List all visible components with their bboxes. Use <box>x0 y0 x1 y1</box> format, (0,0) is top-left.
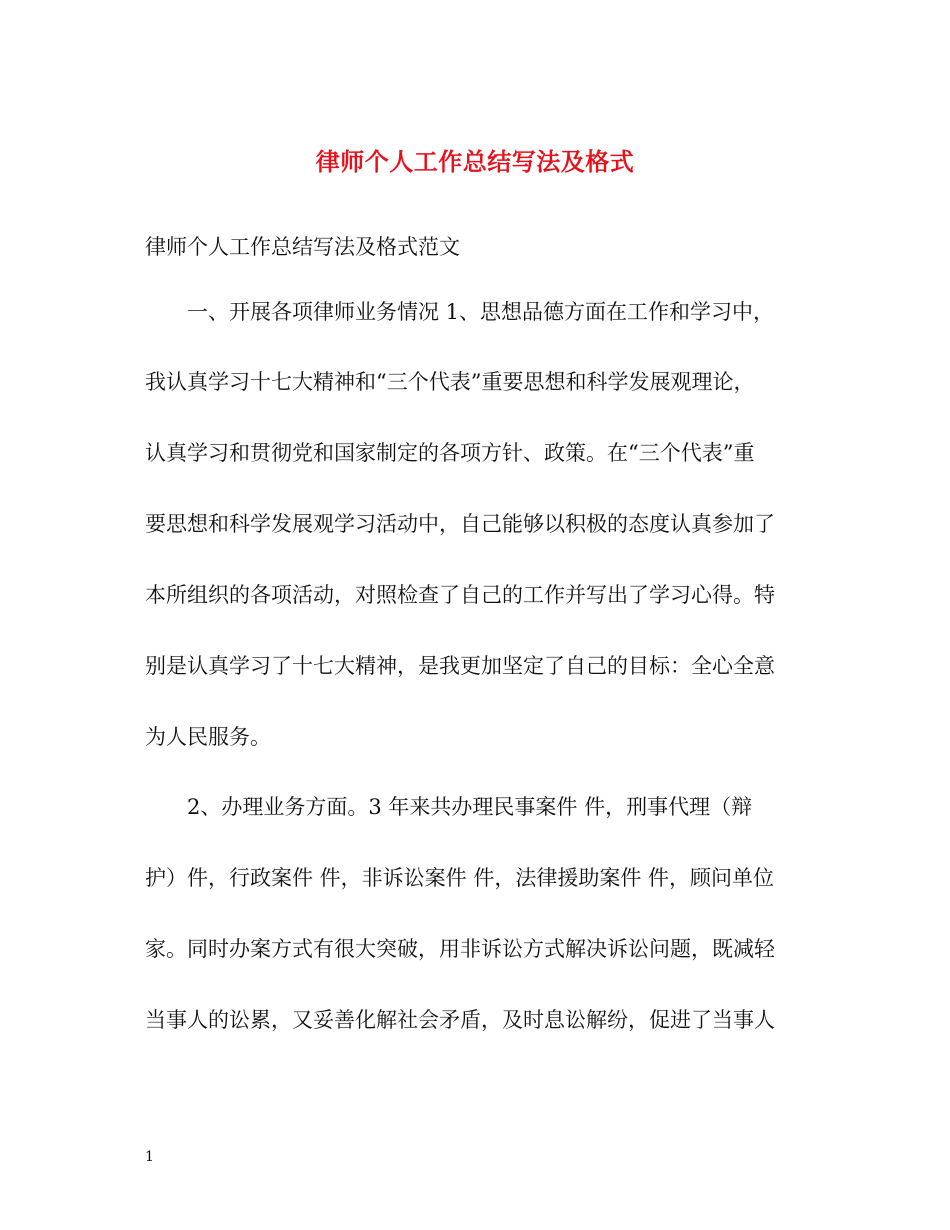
document-title: 律师个人工作总结写法及格式 <box>315 147 635 176</box>
paragraph-line: 别是认真学习了十七大精神，是我更加坚定了自己的目标：全心全意 <box>145 654 775 678</box>
paragraph-line: 认真学习和贯彻党和国家制定的各项方针、政策。在“三个代表”重 <box>145 441 755 465</box>
paragraph-line: 一、开展各项律师业务情况 1、思想品德方面在工作和学习中， <box>187 300 775 324</box>
paragraph-line: 本所组织的各项活动，对照检查了自己的工作并写出了学习心得。特 <box>145 583 775 607</box>
paragraph-line: 当事人的讼累，又妥善化解社会矛盾，及时息讼解纷，促进了当事人 <box>145 1008 775 1032</box>
paragraph-line: 2、办理业务方面。3 年来共办理民事案件 件，刑事代理（辩 <box>187 795 753 819</box>
paragraph-line: 我认真学习十七大精神和“三个代表”重要思想和科学发展观理论， <box>145 370 755 394</box>
paragraph-line: 家。同时办案方式有很大突破，用非诉讼方式解决诉讼问题，既减轻 <box>145 937 775 961</box>
paragraph-line: 护）件，行政案件 件，非诉讼案件 件，法律援助案件 件，顾问单位 <box>145 866 775 890</box>
paragraph-line: 要思想和科学发展观学习活动中，自己能够以积极的态度认真参加了 <box>145 512 775 536</box>
page-number: 1 <box>145 1149 154 1165</box>
paragraph-line: 为人民服务。 <box>145 725 271 749</box>
document-subtitle: 律师个人工作总结写法及格式范文 <box>145 235 460 259</box>
